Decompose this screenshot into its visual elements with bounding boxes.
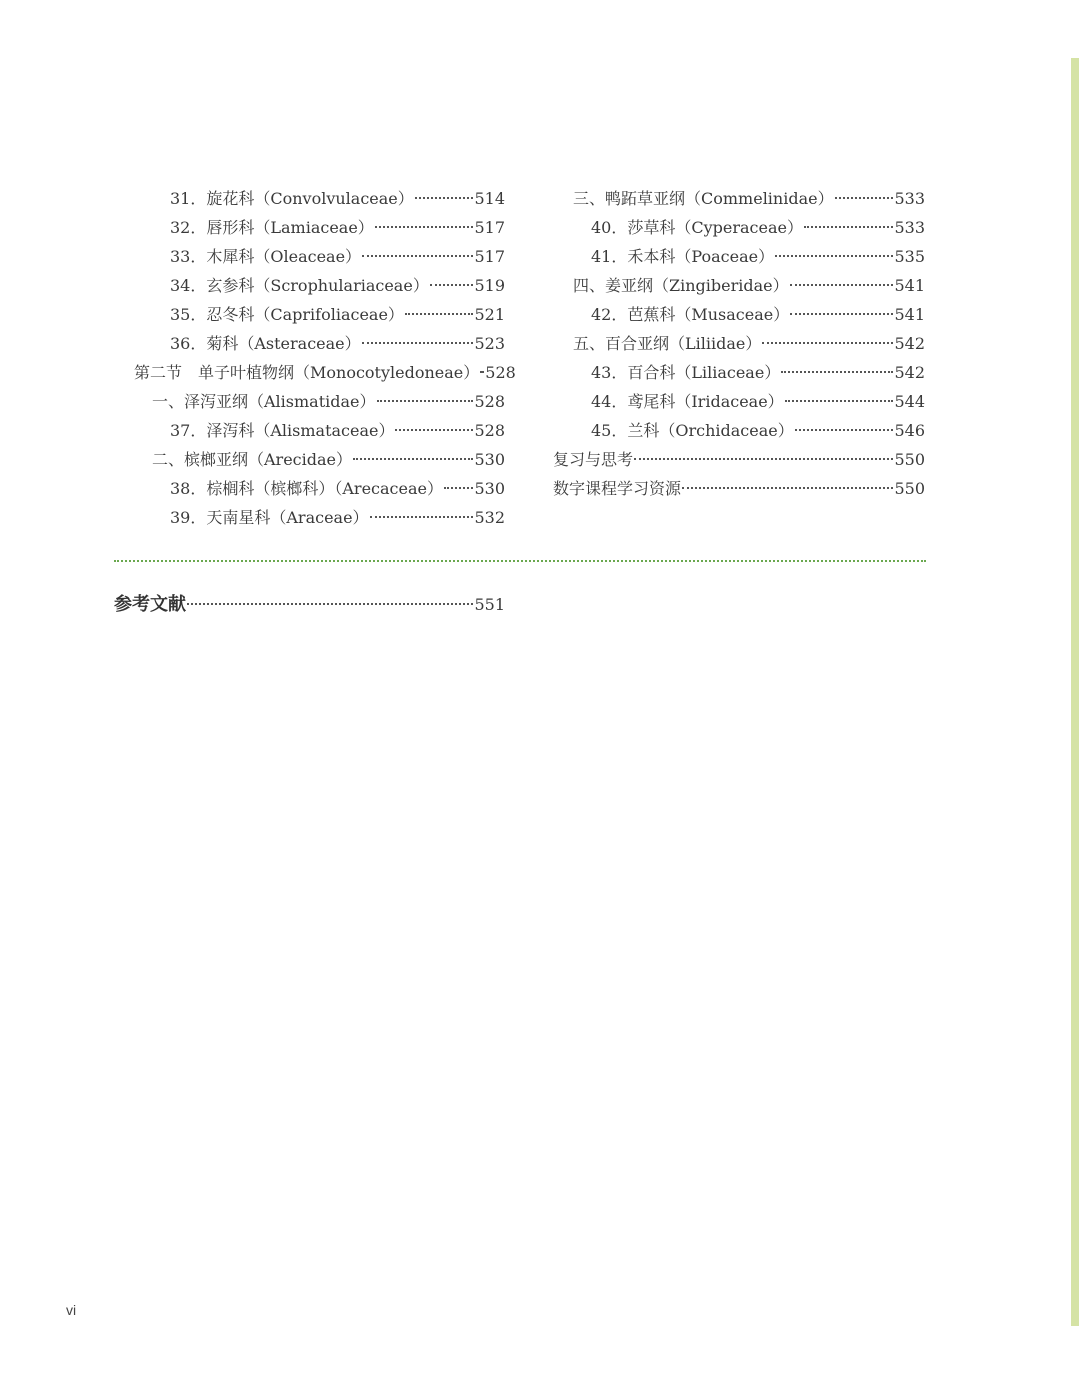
dot-leader: [795, 429, 894, 431]
toc-entry[interactable]: [553, 213, 925, 242]
dot-leader: [444, 487, 473, 489]
toc-resources-entry[interactable]: [553, 474, 925, 503]
dot-leader: [775, 255, 893, 257]
toc-entry-page: 541: [894, 305, 925, 324]
toc-entry-label: 36．菊科（Asteraceae）: [170, 334, 361, 353]
toc-entry-label: 34．玄参科（Scrophulariaceae）: [170, 276, 429, 295]
toc-entry[interactable]: [112, 184, 505, 213]
dot-leader: [762, 342, 893, 344]
toc-entry-label: 40．莎草科（Cyperaceae）: [591, 218, 803, 237]
references-label: 参考文献: [114, 594, 186, 615]
toc-section-entry[interactable]: [112, 358, 516, 387]
toc-entry-page: 523: [474, 334, 505, 353]
dot-leader: [790, 284, 894, 286]
toc-entry-page: 528: [474, 392, 505, 411]
toc-entry-page: 541: [894, 276, 925, 295]
toc-entry-label: 44．鸢尾科（Iridaceae）: [591, 392, 784, 411]
toc-entry-label: 二、槟榔亚纲（Arecidae）: [152, 450, 353, 469]
dot-leader: [785, 400, 894, 402]
toc-entry[interactable]: [553, 416, 925, 445]
toc-entry-label: 数字课程学习资源: [553, 479, 682, 498]
section-divider: [114, 560, 926, 562]
toc-entry-label: 第二节 单子叶植物纲（Monocotyledoneae）: [134, 363, 480, 382]
toc-entry-page: 533: [894, 189, 925, 208]
dot-leader: [187, 603, 473, 605]
toc-entry-page: 544: [894, 392, 925, 411]
dot-leader: [781, 371, 893, 373]
toc-entry-page: 517: [474, 218, 505, 237]
toc-entry-page: 550: [894, 479, 925, 498]
toc-entry-label: 33．木犀科（Oleaceae）: [170, 247, 362, 266]
toc-entry[interactable]: [112, 300, 505, 329]
toc-entry[interactable]: [112, 503, 505, 532]
toc-entry-label: 四、姜亚纲（Zingiberidae）: [573, 276, 789, 295]
toc-entry-page: 546: [894, 421, 925, 440]
toc-entry-page: 514: [474, 189, 505, 208]
dot-leader: [370, 516, 474, 518]
toc-entry-label: 五、百合亚纲（Liliidae）: [573, 334, 762, 353]
toc-entry-page: 530: [474, 450, 505, 469]
dot-leader: [415, 197, 474, 199]
page-number: vi: [66, 1302, 77, 1318]
toc-review-entry[interactable]: [553, 445, 925, 474]
toc-entry[interactable]: [112, 213, 505, 242]
toc-entry-label: 复习与思考: [553, 450, 634, 469]
toc-entry-label: 31．旋花科（Convolvulaceae）: [170, 189, 414, 208]
toc-entry[interactable]: [112, 416, 505, 445]
toc-entry-page: 528: [485, 363, 516, 382]
toc-entry-label: 三、鸭跖草亚纲（Commelinidae）: [573, 189, 834, 208]
dot-leader: [353, 458, 473, 460]
dot-leader: [430, 284, 474, 286]
toc-entry-page: 528: [474, 421, 505, 440]
toc-entry-label: 37．泽泻科（Alismataceae）: [170, 421, 395, 440]
dot-leader: [682, 487, 893, 489]
toc-entry-page: 517: [474, 247, 505, 266]
toc-entry[interactable]: [553, 300, 925, 329]
side-accent-bar: [1071, 58, 1079, 1326]
dot-leader: [804, 226, 893, 228]
toc-entry-label: 35．忍冬科（Caprifoliaceae）: [170, 305, 404, 324]
toc-subclass-entry[interactable]: [553, 329, 925, 358]
references-entry[interactable]: [114, 590, 505, 620]
toc-entry-page: 519: [474, 276, 505, 295]
toc-subclass-entry[interactable]: [553, 271, 925, 300]
toc-entry[interactable]: [553, 387, 925, 416]
toc-right-column: [553, 184, 925, 503]
dot-leader: [362, 255, 473, 257]
toc-entry-label: 43．百合科（Liliaceae）: [591, 363, 781, 382]
toc-entry-label: 45．兰科（Orchidaceae）: [591, 421, 794, 440]
toc-entry[interactable]: [553, 358, 925, 387]
toc-entry-label: 39．天南星科（Araceae）: [170, 508, 369, 527]
toc-entry[interactable]: [553, 242, 925, 271]
toc-entry-page: 521: [474, 305, 505, 324]
toc-subclass-entry[interactable]: [112, 387, 505, 416]
toc-subclass-entry[interactable]: [112, 445, 505, 474]
dot-leader: [377, 400, 474, 402]
toc-entry-page: 530: [474, 479, 505, 498]
toc-entry-label: 41．禾本科（Poaceae）: [591, 247, 775, 266]
dot-leader: [362, 342, 474, 344]
dot-leader: [375, 226, 474, 228]
toc-subclass-entry[interactable]: [553, 184, 925, 213]
dot-leader: [480, 371, 484, 373]
toc-entry[interactable]: [112, 329, 505, 358]
toc-entry-page: 542: [894, 363, 925, 382]
toc-left-column: [112, 184, 516, 532]
dot-leader: [790, 313, 893, 315]
toc-entry[interactable]: [112, 242, 505, 271]
toc-entry-page: 542: [894, 334, 925, 353]
dot-leader: [634, 458, 893, 460]
toc-entry-label: 一、泽泻亚纲（Alismatidae）: [152, 392, 376, 411]
toc-entry-label: 38．棕榈科（槟榔科）（Arecaceae）: [170, 479, 443, 498]
dot-leader: [835, 197, 894, 199]
toc-entry[interactable]: [112, 474, 505, 503]
references-page: 551: [474, 595, 505, 614]
toc-entry-label: 42．芭蕉科（Musaceae）: [591, 305, 790, 324]
dot-leader: [405, 313, 474, 315]
toc-entry-page: 535: [894, 247, 925, 266]
toc-entry-page: 533: [894, 218, 925, 237]
toc-entry[interactable]: [112, 271, 505, 300]
toc-entry-page: 532: [474, 508, 505, 527]
toc-entry-label: 32．唇形科（Lamiaceae）: [170, 218, 374, 237]
dot-leader: [395, 429, 473, 431]
toc-entry-page: 550: [894, 450, 925, 469]
